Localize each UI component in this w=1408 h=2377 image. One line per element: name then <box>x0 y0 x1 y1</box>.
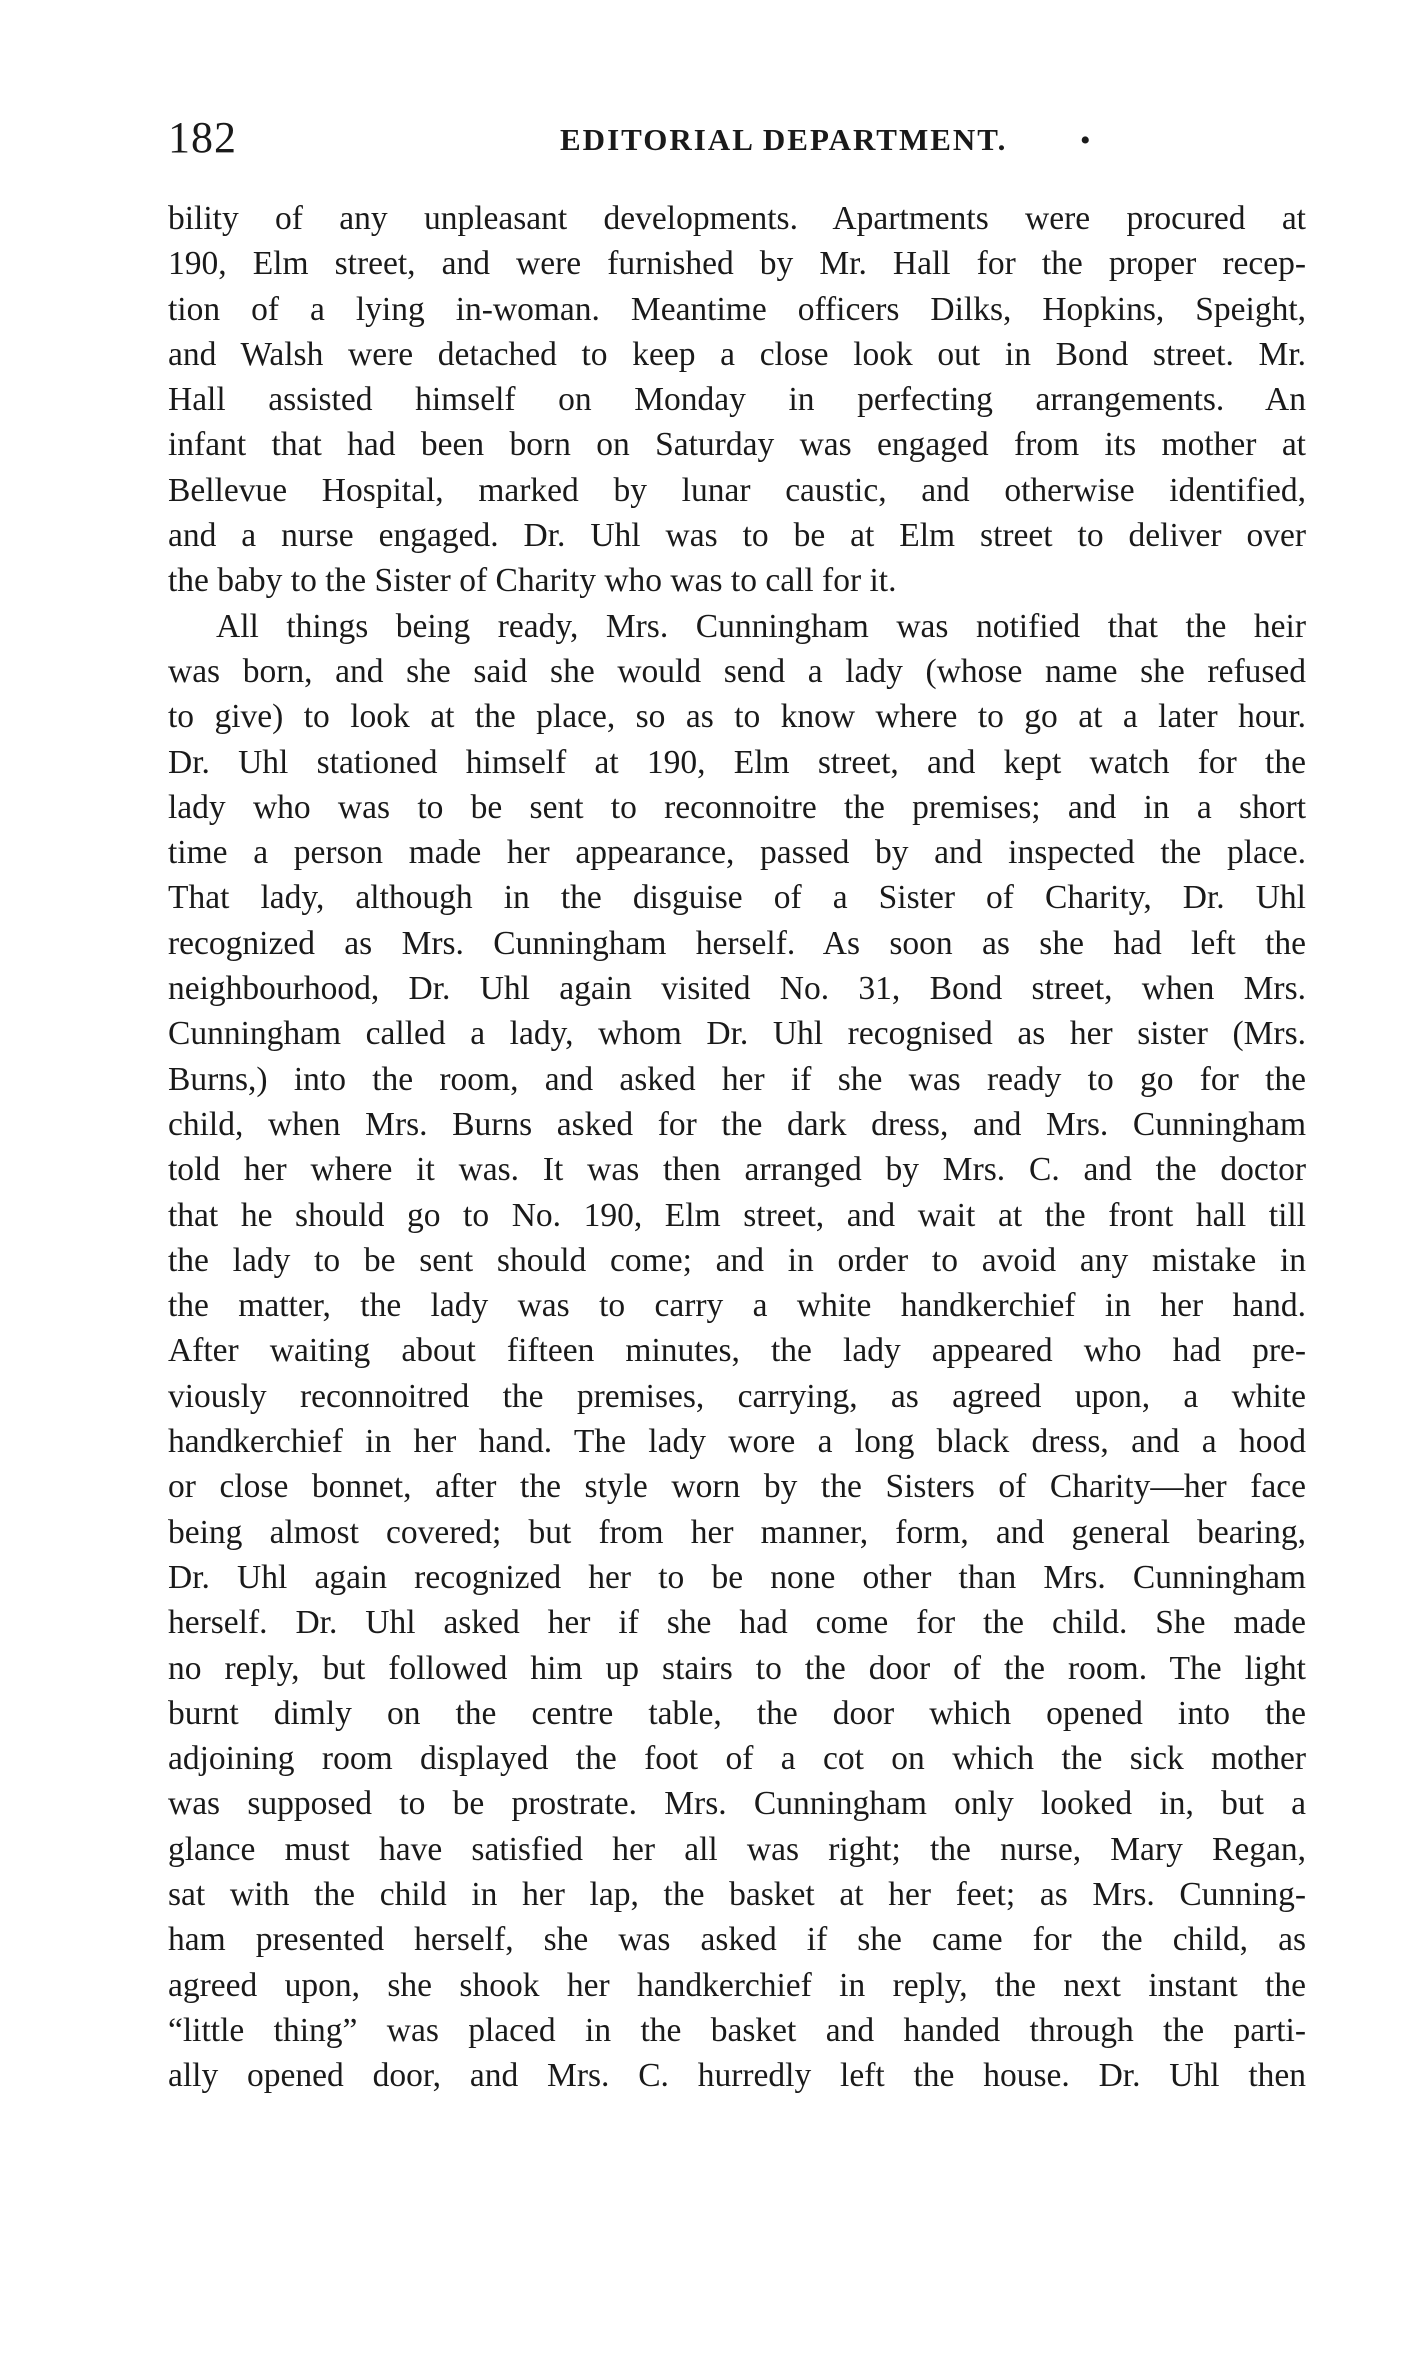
text-line: “little thing” was placed in the basket and handed through the parti- <box>168 2011 1306 2049</box>
text-line: the baby to the Sister of Charity who was to call for it. <box>168 562 897 600</box>
text-line: handkerchief in her hand. The lady wore a long black dress, and a hood <box>168 1423 1306 1461</box>
text-line: was supposed to be prostrate. Mrs. Cunningham only looked in, but a <box>168 1785 1306 1823</box>
text-line: glance must have satisfied her all was right; the nurse, Mary Regan, <box>168 1830 1306 1868</box>
text-line: herself. Dr. Uhl asked her if she had come for the child. She made <box>168 1604 1306 1642</box>
text-line: was born, and she said she would send a lady (whose name she refused <box>168 652 1306 690</box>
text-line: recognized as Mrs. Cunningham herself. As soon as she had left the <box>168 924 1306 962</box>
text-line: Dr. Uhl again recognized her to be none other than Mrs. Cunningham <box>168 1558 1306 1596</box>
text-line: and Walsh were detached to keep a close look out in Bond street. Mr. <box>168 335 1306 373</box>
text-line: infant that had been born on Saturday was engaged from its mother at <box>168 426 1306 464</box>
paragraph-2 <box>168 604 1306 2099</box>
text-line: Burns,) into the room, and asked her if she was ready to go for the <box>168 1060 1306 1098</box>
text-line: sat with the child in her lap, the basket at her feet; as Mrs. Cunning- <box>168 1875 1306 1913</box>
text-line: viously reconnoitred the premises, carrying, as agreed upon, a white <box>168 1377 1306 1415</box>
text-line: lady who was to be sent to reconnoitre the premises; and in a short <box>168 788 1306 826</box>
text-line: All things being ready, Mrs. Cunningham was notified that the heir <box>216 607 1306 645</box>
text-line: That lady, although in the disguise of a Sister of Charity, Dr. Uhl <box>168 879 1306 917</box>
body-text <box>168 196 1306 2098</box>
print-mark: • <box>1080 124 1091 157</box>
page-header <box>168 112 1308 172</box>
text-line: Hall assisted himself on Monday in perfecting arrangements. An <box>168 381 1306 419</box>
text-line: to give) to look at the place, so as to know where to go at a later hour. <box>168 698 1306 736</box>
page-number: 182 <box>168 113 237 162</box>
text-line: tion of a lying in-woman. Meantime officers Dilks, Hopkins, Speight, <box>168 290 1306 328</box>
text-line: the lady to be sent should come; and in order to avoid any mistake in <box>168 1241 1306 1279</box>
text-line: that he should go to No. 190, Elm street, and wait at the front hall till <box>168 1196 1306 1234</box>
text-line: ally opened door, and Mrs. C. hurredly left the house. Dr. Uhl then <box>168 2057 1306 2095</box>
text-line: ham presented herself, she was asked if she came for the child, as <box>168 1921 1306 1959</box>
text-line: Dr. Uhl stationed himself at 190, Elm street, and kept watch for the <box>168 743 1306 781</box>
text-line: told her where it was. It was then arranged by Mrs. C. and the doctor <box>168 1151 1306 1189</box>
text-line: neighbourhood, Dr. Uhl again visited No. 31, Bond street, when Mrs. <box>168 970 1306 1008</box>
text-line: no reply, but followed him up stairs to the door of the room. The light <box>168 1649 1306 1687</box>
text-line: Cunningham called a lady, whom Dr. Uhl recognised as her sister (Mrs. <box>168 1015 1306 1053</box>
text-line: Bellevue Hospital, marked by lunar caustic, and otherwise identified, <box>168 471 1306 509</box>
running-head: EDITORIAL DEPARTMENT. <box>560 122 1008 157</box>
text-line: bility of any unpleasant developments. Apartments were procured at <box>168 200 1306 237</box>
text-line: the matter, the lady was to carry a white handkerchief in her hand. <box>168 1287 1306 1325</box>
text-line: 190, Elm street, and were furnished by Mr. Hall for the proper recep- <box>168 245 1306 283</box>
text-line: adjoining room displayed the foot of a cot on which the sick mother <box>168 1740 1306 1778</box>
text-line: agreed upon, she shook her handkerchief in reply, the next instant the <box>168 1966 1306 2004</box>
paragraph-1 <box>168 196 1306 604</box>
text-line: and a nurse engaged. Dr. Uhl was to be at Elm street to deliver over <box>168 517 1306 555</box>
text-line: child, when Mrs. Burns asked for the dark dress, and Mrs. Cunningham <box>168 1105 1306 1143</box>
text-line: After waiting about fifteen minutes, the lady appeared who had pre- <box>168 1332 1306 1370</box>
text-line: being almost covered; but from her manner, form, and general bearing, <box>168 1513 1306 1551</box>
text-line: or close bonnet, after the style worn by the Sisters of Charity—her face <box>168 1468 1306 1506</box>
text-line: burnt dimly on the centre table, the door which opened into the <box>168 1694 1306 1732</box>
text-line: time a person made her appearance, passed by and inspected the place. <box>168 834 1306 872</box>
